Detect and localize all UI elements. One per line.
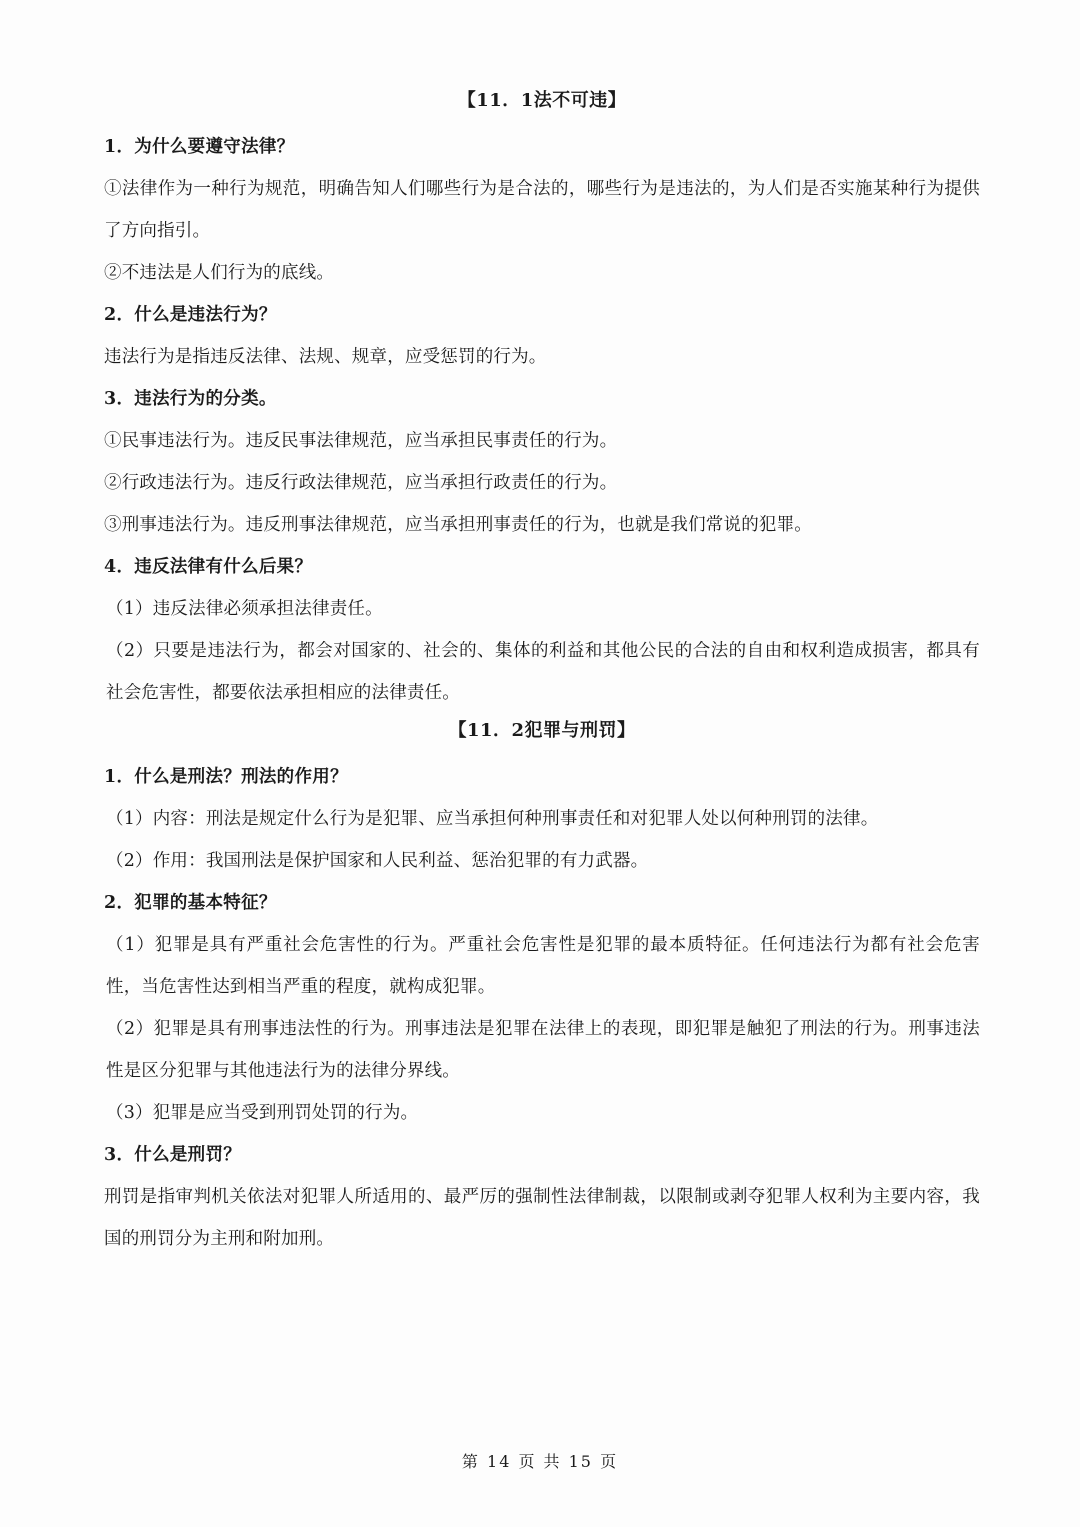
question-heading: 2．犯罪的基本特征？ [104, 893, 277, 913]
paragraph: ①法律作为一种行为规范，明确告知人们哪些行为是合法的，哪些行为是违法的，为人们是否实施某种行为提供了方向指引。 [104, 179, 980, 241]
document-content [104, 84, 980, 1260]
paragraph: （2）只要是违法行为，都会对国家的、社会的、集体的利益和其他公民的合法的自由和权利造成损害，都具有社会危害性，都要依法承担相应的法律责任。 [106, 641, 980, 703]
paragraph: （1）违反法律必须承担法律责任。 [106, 599, 383, 619]
question-heading: 2．什么是违法行为？ [104, 305, 277, 325]
question-heading: 3．违法行为的分类。 [104, 389, 277, 409]
section-title: 【11．1法不可违】 [457, 90, 627, 111]
paragraph: （1）内容：刑法是规定什么行为是犯罪、应当承担何种刑事责任和对犯罪人处以何种刑罚的法律。 [106, 809, 879, 829]
paragraph: ②不违法是人们行为的底线。 [104, 263, 335, 283]
paragraph: （2）犯罪是具有刑事违法性的行为。刑事违法是犯罪在法律上的表现，即犯罪是触犯了刑法的行为。刑事违法性是区分犯罪与其他违法行为的法律分界线。 [106, 1019, 980, 1081]
paragraph: ①民事违法行为。违反民事法律规范，应当承担民事责任的行为。 [104, 431, 618, 451]
paragraph: 违法行为是指违反法律、法规、规章，应受惩罚的行为。 [104, 347, 547, 367]
question-heading: 4．违反法律有什么后果？ [104, 557, 313, 577]
page-footer: 第 14 页 共 15 页 [461, 1452, 619, 1471]
question-heading: 3．什么是刑罚？ [104, 1145, 242, 1165]
question-heading: 1．什么是刑法？刑法的作用？ [104, 767, 348, 787]
paragraph: ②行政违法行为。违反行政法律规范，应当承担行政责任的行为。 [104, 473, 618, 493]
paragraph: （3）犯罪是应当受到刑罚处罚的行为。 [106, 1103, 419, 1123]
section-title: 【11．2犯罪与刑罚】 [448, 720, 636, 741]
paragraph: （2）作用：我国刑法是保护国家和人民利益、惩治犯罪的有力武器。 [106, 851, 649, 871]
paragraph: （1）犯罪是具有严重社会危害性的行为。严重社会危害性是犯罪的最本质特征。任何违法行为都有社会危害性，当危害性达到相当严重的程度，就构成犯罪。 [106, 935, 980, 997]
paragraph: ③刑事违法行为。违反刑事法律规范，应当承担刑事责任的行为，也就是我们常说的犯罪。 [104, 515, 812, 535]
paragraph: 刑罚是指审判机关依法对犯罪人所适用的、最严厉的强制性法律制裁，以限制或剥夺犯罪人权利为主要内容，我国的刑罚分为主刑和附加刑。 [104, 1187, 980, 1249]
question-heading: 1．为什么要遵守法律？ [104, 137, 295, 157]
